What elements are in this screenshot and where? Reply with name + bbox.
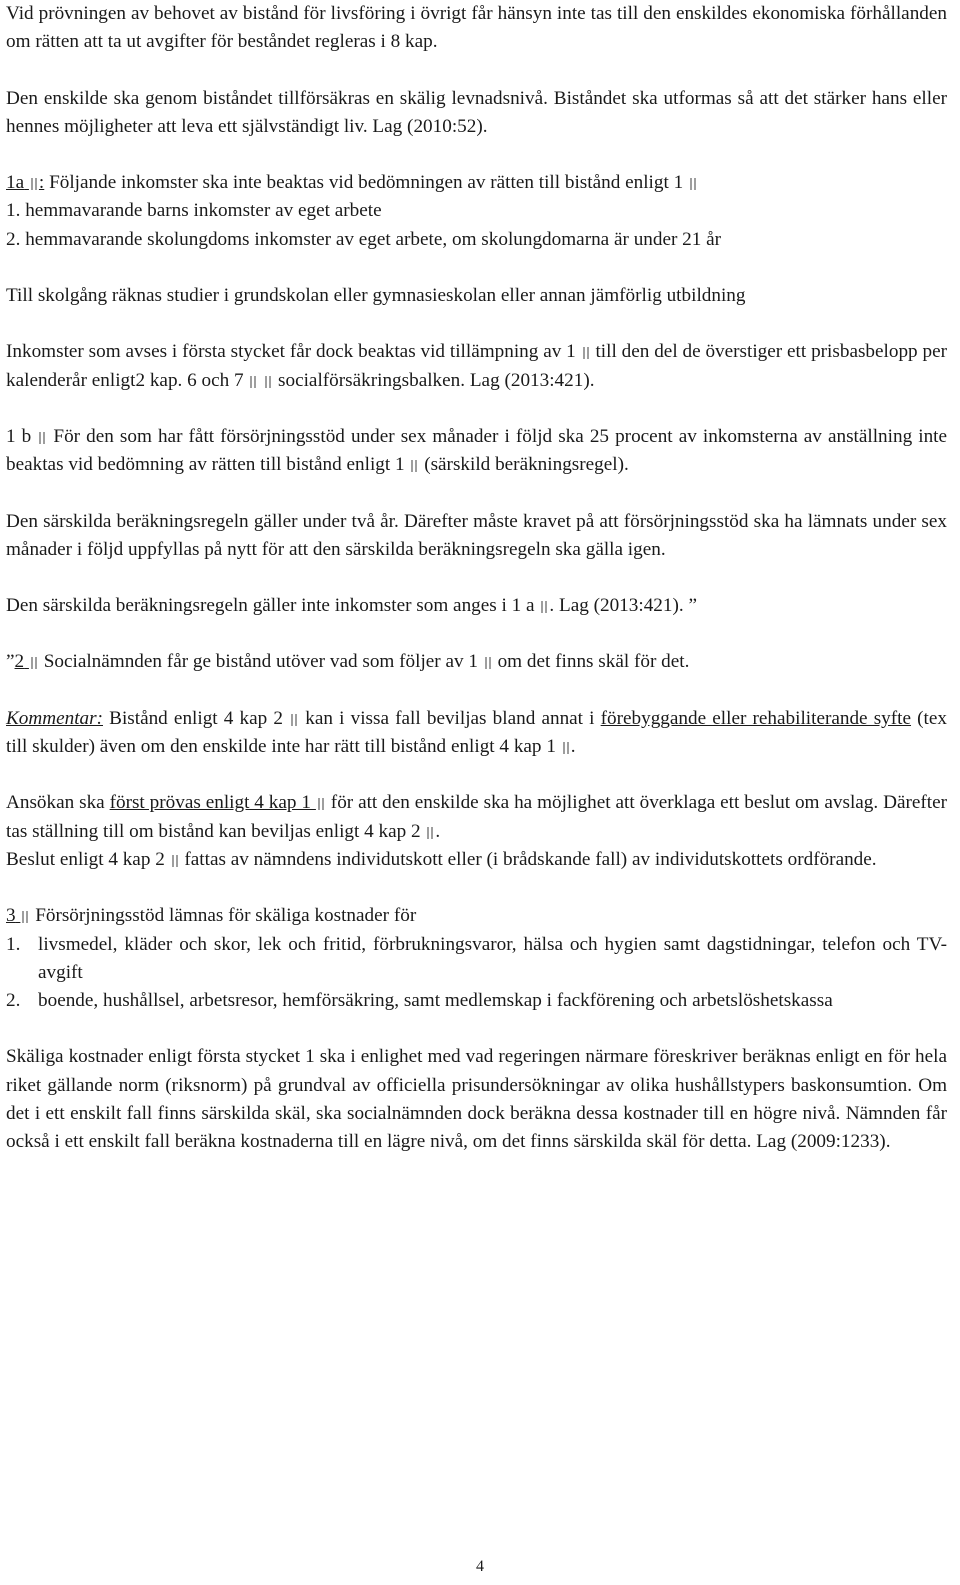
- section-1b: 1 b För den som har fått försörjningsstöd under sex månader i följd ska 25 procent av inkomsterna av anställning inte beaktas vid bedömning av rätten till bistånd enligt 1 (särskild beräkningsregel).: [6, 425, 948, 476]
- list-text: boende, hushållsel, arbetsresor, hemförsäkring, samt medlemskap i fackförening och arbetslöshetskassa: [38, 990, 833, 1012]
- paragraph-skaliga-kostnader: Skäliga kostnader enligt första stycket 1 ska i enlighet med vad regeringen närmare föreskriver beräknas enligt en för hela riket gällande norm (riksnorm) på grundval av officiella prisundersökningar av olika hushållstypers baskonsumtion. Om det i ett enskilt fall finns särskilda skäl, ska socialnämnden dock beräkna dessa kostnader till en högre nivå. Nämnden får också i ett enskilt fall beräkna kostnaderna till en lägre nivå, om det finns särskilda skäl för detta. Lag (2009:1233).: [6, 1046, 947, 1153]
- section-1a-item-1: 1. hemmavarande barns inkomster av eget arbete: [6, 200, 382, 222]
- paragraph-kommentar: Kommentar: Bistånd enligt 4 kap 2 kan i vissa fall beviljas bland annat i förebyggande eller rehabiliterande syfte (tex till skulder) även om den enskilde inte har rätt till bistånd enligt 4 kap 1 .: [6, 707, 947, 758]
- section-sign-icon: [29, 177, 39, 191]
- section-sign-icon: [688, 177, 698, 191]
- page-number: 4: [476, 1558, 484, 1575]
- section-2-label: 2: [15, 651, 39, 672]
- section-sign-icon: [581, 346, 591, 360]
- ansokan-block: [6, 789, 947, 874]
- section-sign-icon: [409, 459, 419, 473]
- section-3-item-2: [6, 987, 947, 1015]
- paragraph-levnadsniva: Den enskilde ska genom biståndet tillförsäkras en skälig levnadsnivå. Biståndet ska utformas så att det stärker hans eller hennes möjligheter att leva ett självständigt liv. Lag (2010:52).: [6, 87, 947, 137]
- section-3-label: 3: [6, 905, 30, 926]
- list-number: 2.: [6, 990, 21, 1012]
- paragraph-skolgang: Till skolgång räknas studier i grundskolan eller gymnasieskolan eller annan jämförlig utbildning: [6, 285, 746, 307]
- section-2: ”2 Socialnämnden får ge bistånd utöver vad som följer av 1 om det finns skäl för det.: [6, 651, 690, 673]
- section-1a-label: 1a :: [6, 172, 45, 194]
- section-sign-icon: [483, 656, 493, 670]
- paragraph-livsforing: Vid prövningen av behovet av bistånd för livsföring i övrigt får hänsyn inte tas till den enskildes ekonomiska förhållanden om rätten att ta ut avgifter för beståndet regleras i 8 kap.: [6, 3, 947, 53]
- section-sign-icon: [248, 375, 258, 389]
- paragraph-sarskilda-regeln: Den särskilda beräkningsregeln gäller under två år. Därefter måste kravet på att försörjningsstöd ska ha lämnats under sex månader i följd uppfyllas på nytt för att den särskilda beräkningsregeln ska gälla igen.: [6, 510, 947, 560]
- paragraph-beslut: Beslut enligt 4 kap 2 fattas av nämndens individutskott eller (i brådskande fall) av individutskottets ordförande.: [6, 848, 877, 870]
- section-sign-icon: [425, 826, 435, 840]
- section-sign-icon: [289, 713, 299, 727]
- list-number: 1.: [6, 933, 21, 955]
- paragraph-ansokan: Ansökan ska först prövas enligt 4 kap 1 för att den enskilde ska ha möjlighet att överklaga ett beslut om avslag. Därefter tas ställning till om bistånd kan beviljas enligt 4 kap 2 .: [6, 792, 947, 842]
- section-sign-icon: [37, 431, 47, 445]
- section-3: [6, 902, 947, 1015]
- paragraph-sarskilda-regeln-2: Den särskilda beräkningsregeln gäller inte inkomster som anges i 1 a . Lag (2013:421). ”: [6, 595, 697, 617]
- kommentar-link: förebyggande eller rehabiliterande syfte: [600, 707, 912, 729]
- document-page: [6, 0, 947, 1157]
- section-sign-icon: [29, 656, 39, 670]
- section-sign-icon: [539, 600, 549, 614]
- section-sign-icon: [263, 375, 273, 389]
- section-3-heading: 3 Försörjningsstöd lämnas för skäliga kostnader för: [6, 905, 417, 927]
- section-3-item-1: [6, 931, 947, 988]
- paragraph-inkomster: Inkomster som avses i första stycket får dock beaktas vid tillämpning av 1 till den del de överstiger ett prisbasbelopp per kalenderår enligt2 kap. 6 och 7 socialförsäkringsbalken. Lag (2013:421).: [6, 341, 947, 391]
- section-sign-icon: [561, 741, 571, 755]
- kommentar-label: Kommentar:: [6, 707, 103, 729]
- section-1a-item-2: 2. hemmavarande skolungdoms inkomster av eget arbete, om skolungdomarna är under 21 år: [6, 228, 722, 250]
- ansokan-link: först prövas enligt 4 kap 1: [110, 792, 326, 813]
- section-1a-heading: 1a : Följande inkomster ska inte beaktas vid bedömningen av rätten till bistånd enligt 1: [6, 169, 947, 197]
- section-sign-icon: [170, 854, 180, 868]
- section-sign-icon: [316, 797, 326, 811]
- section-sign-icon: [20, 910, 30, 924]
- section-1a: [6, 169, 947, 254]
- list-text: livsmedel, kläder och skor, lek och fritid, förbrukningsvaror, hälsa och hygien samt dagstidningar, telefon och TV-avgift: [38, 933, 947, 983]
